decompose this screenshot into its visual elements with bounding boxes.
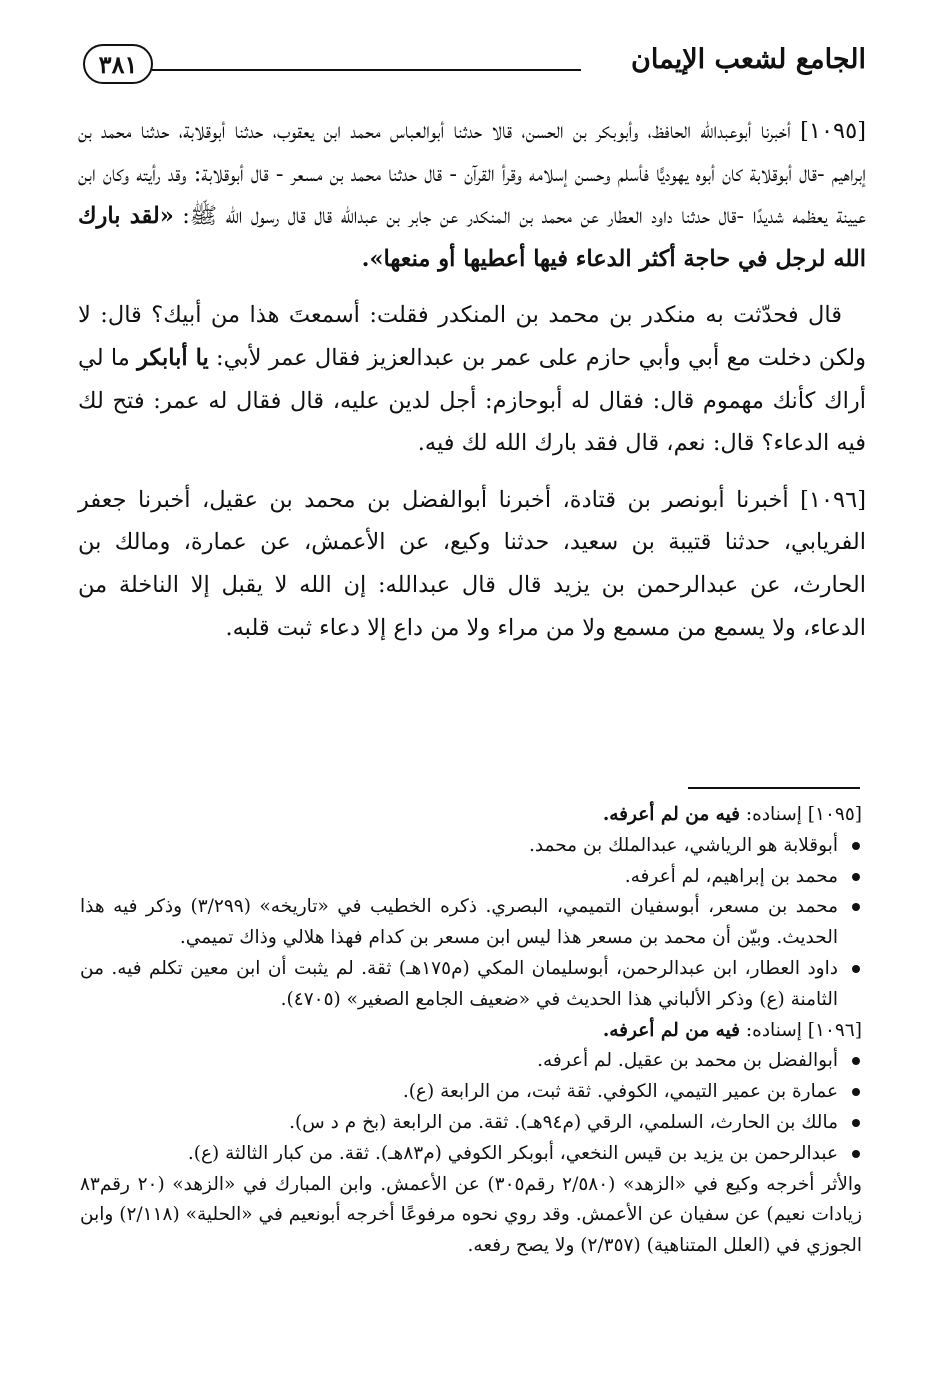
story-intro: قال فحدّثت به منكدر بن محمد بن المنكدر فقلت: أسمعتَ هذا من أبيك؟ قال: لا ولكن دخلت مع أبي وأبي حازم على عمر بن عبدالعزيز فقال عمر لأبي: [78,302,866,371]
page-number-badge [83,44,153,84]
footnote-item: أبوقلابة هو الرياشي، عبدالملك بن محمد. [80,831,838,862]
story-paragraph [78,294,866,464]
running-title: الجامع لشعب الإيمان [631,44,866,75]
footnote-item: عبدالرحمن بن يزيد بن قيس النخعي، أبوبكر الكوفي (م٨٣هـ). ثقة. من كبار الثالثة (ع). [80,1139,838,1170]
bullet-icon [852,873,860,881]
main-text [78,110,866,663]
hadith-1095-isnad: [١٠٩٥] أخبرنا أبوعبدالله الحافظ، وأبوبكر بن الحسن، قالا حدثنا أبوالعباس محمد ابن يعقوب، حدثنا أبوقلابة، حدثنا محمد بن إبراهيم -قال أبوقلابة كان أبوه يهوديًّا فأسلم وحسن إسلامه وقرأ القرآن - قال حدثنا محمد بن مسعر - قال أبوقلابة: وقد رأيته وكان ابن عيينة يعظمه شديدًا -قال حدثنا داود العطار عن محمد بن المنكدر عن جابر بن عبدالله قال قال رسول الله ﷺ: [78,118,866,230]
footnote-1095-heading [80,800,862,831]
page-number: ٣٨١ [98,49,138,79]
bullet-icon [852,1150,860,1158]
footnote-1096-list [80,1046,862,1169]
footnote-item: محمد بن إبراهيم، لم أعرفه. [80,862,838,893]
hadith-1096: [١٠٩٦] أخبرنا أبونصر بن قتادة، أخبرنا أبوالفضل بن محمد بن عقيل، أخبرنا جعفر الفريابي، حدثنا قتيبة بن سعيد، حدثنا وكيع، عن الأعمش، عن عمارة، ومالك بن الحارث، عن عبدالرحمن بن يزيد قال قال عبدالله: إن الله لا يقبل إلا الناخلة من الدعاء، ولا يسمع من مسمع ولا من مراء ولا من داع إلا دعاء ثبت قلبه. [78,486,866,641]
footnote-1096-lead: فيه من لم أعرفه. [602,1019,741,1041]
footnote-1095-list [80,831,862,1016]
bullet-icon [852,1088,860,1096]
footnote-rule [688,787,860,789]
footnote-item: محمد بن مسعر، أبوسفيان التميمي، البصري. ذكره الخطيب في «تاريخه» (٣/٢٩٩) وذكر فيه هذا الحديث. وبيّن أن محمد بن مسعر هذا ليس ابن مسعر بن كدام فهذا هلالي وذاك تميمي. [80,892,838,954]
footnote-item: عمارة بن عمير التيمي، الكوفي. ثقة ثبت، من الرابعة (ع). [80,1077,838,1108]
hadith-1095 [78,110,866,280]
bullet-icon [852,1119,860,1127]
footnote-1096-heading [80,1016,862,1047]
bullet-icon [852,842,860,850]
story-rest: ما لي أراك كأنك مهموم قال: فقال له أبوحازم: أجل لدين عليه، قال فقال له عمر: فتح لك فيه الدعاء؟ قال: نعم، قال فقد بارك الله لك فيه. [78,344,866,457]
footnote-1096-closing: والأثر أخرجه وكيع في «الزهد» (٢/٥٨٠ رقم٣٠٥) عن الأعمش. وابن المبارك في «الزهد» (٢٠ رقم٨٣ زيادات نعيم) عن سفيان عن الأعمش. وقد روي نحوه مرفوعًا أخرجه أبونعيم في «الحلية» (٢/١١٨) وابن الجوزي في (العلل المتناهية) (٢/٣٥٧) ولا يصح رفعه. [80,1173,862,1257]
story-bold: يا أبابكر [137,344,209,371]
bullet-icon [852,965,860,973]
footnote-1095-lead: فيه من لم أعرفه. [602,804,741,825]
bullet-icon [852,1057,860,1065]
footnote-item: داود العطار، ابن عبدالرحمن، أبوسليمان المكي (م١٧٥هـ) ثقة. لم يثبت أن ابن معين تكلم فيه. من الثامنة (ع) وذكر الألباني هذا الحديث في «ضعيف الجامع الصغير» (٤٧٠٥). [80,954,838,1016]
footnote-item: مالك بن الحارث، السلمي، الرقي (م٩٤هـ). ثقة. من الرابعة (بخ م د س). [80,1108,838,1139]
footnote-item: أبوالفضل بن محمد بن عقيل. لم أعرفه. [80,1046,838,1077]
footnote-1095-label: [١٠٩٥] إسناده: [740,804,862,825]
footnotes [80,800,862,1262]
hadith-1095-quote: «لقد بارك الله لرجل في حاجة أكثر الدعاء فيها أعطيها أو منعها». [78,203,866,272]
footnote-1096-label: [١٠٩٦] إسناده: [740,1019,862,1041]
bullet-icon [852,903,860,911]
header-rule [152,69,581,71]
